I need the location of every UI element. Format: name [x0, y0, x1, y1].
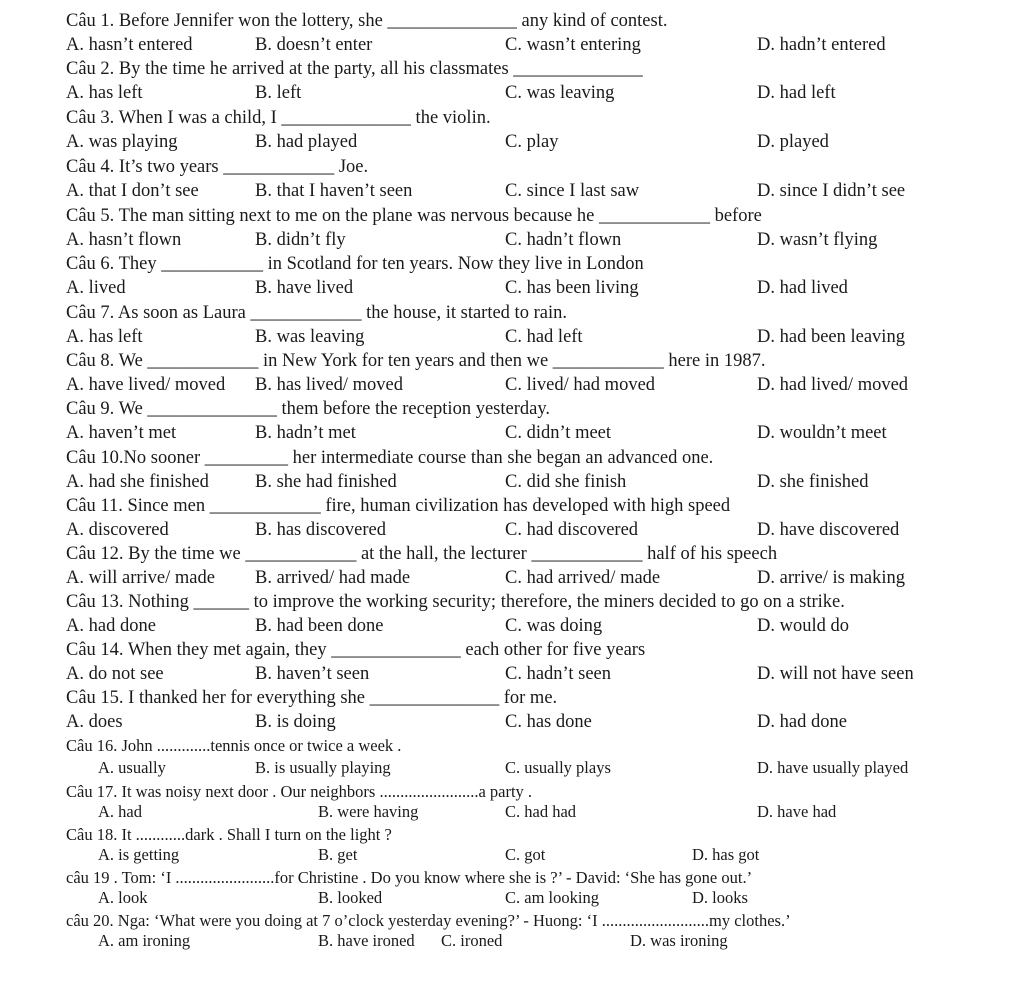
answer-option-d: D. will not have seen — [757, 664, 914, 684]
answer-option-b: B. she had finished — [255, 472, 397, 492]
answer-option-b: B. had played — [255, 132, 358, 152]
question-text: Câu 1. Before Jennifer won the lottery, she ______________ any kind of contest. — [66, 11, 668, 31]
answer-option-a: A. lived — [66, 278, 126, 298]
answer-option-c: C. had left — [505, 327, 583, 347]
answer-option-a: A. is getting — [98, 845, 180, 864]
options-19 — [0, 886, 1024, 910]
question-5 — [0, 204, 1024, 228]
answer-option-c: C. was leaving — [505, 83, 615, 103]
answer-option-a: A. does — [66, 712, 123, 732]
answer-option-b: B. had been done — [255, 616, 384, 636]
answer-option-d: D. had lived/ moved — [757, 375, 909, 395]
question-text: Câu 12. By the time we ____________ at the hall, the lecturer ____________ half of his speech — [66, 544, 778, 564]
answer-option-c: C. had discovered — [505, 520, 639, 540]
answer-option-a: A. hasn’t entered — [66, 35, 193, 55]
answer-option-c: C. had had — [505, 802, 577, 821]
question-4 — [0, 155, 1024, 179]
answer-option-d: D. have had — [757, 802, 837, 821]
answer-option-a: A. had — [98, 802, 142, 821]
answer-option-b: B. have ironed — [318, 931, 415, 950]
answer-option-c: C. has done — [505, 712, 592, 732]
answer-option-a: A. had done — [66, 616, 156, 636]
answer-option-a: A. am ironing — [98, 931, 191, 950]
options-5 — [0, 228, 1024, 252]
question-16 — [0, 734, 1024, 758]
question-8 — [0, 349, 1024, 373]
options-16 — [0, 756, 1024, 780]
answer-option-a: A. discovered — [66, 520, 169, 540]
options-12 — [0, 566, 1024, 590]
answer-option-a: A. was playing — [66, 132, 178, 152]
answer-option-a: A. look — [98, 888, 148, 907]
question-text: Câu 16. John .............tennis once or twice a week . — [66, 736, 402, 755]
answer-option-b: B. get — [318, 845, 358, 864]
options-14 — [0, 662, 1024, 686]
question-text: Câu 17. It was noisy next door . Our neighbors ........................a party . — [66, 782, 533, 801]
answer-option-d: D. had been leaving — [757, 327, 905, 347]
answer-option-c: C. was doing — [505, 616, 603, 636]
answer-option-b: B. doesn’t enter — [255, 35, 373, 55]
answer-option-d: D. wasn’t flying — [757, 230, 878, 250]
answer-option-c: C. hadn’t flown — [505, 230, 622, 250]
question-text: Câu 9. We ______________ them before the reception yesterday. — [66, 399, 550, 419]
question-13 — [0, 590, 1024, 614]
answer-option-a: A. has left — [66, 83, 143, 103]
question-1 — [0, 9, 1024, 33]
answer-option-d: D. would do — [757, 616, 849, 636]
answer-option-c: C. has been living — [505, 278, 639, 298]
question-text: Câu 7. As soon as Laura ____________ the house, it started to rain. — [66, 303, 567, 323]
answer-option-c: C. did she finish — [505, 472, 627, 492]
answer-option-b: B. is doing — [255, 712, 336, 732]
answer-option-c: C. ironed — [441, 931, 503, 950]
answer-option-b: B. is usually playing — [255, 758, 391, 777]
options-9 — [0, 421, 1024, 445]
options-18 — [0, 843, 1024, 867]
question-10 — [0, 446, 1024, 470]
answer-option-a: A. has left — [66, 327, 143, 347]
answer-option-b: B. has lived/ moved — [255, 375, 403, 395]
options-2 — [0, 81, 1024, 105]
answer-option-d: D. played — [757, 132, 829, 152]
question-11 — [0, 494, 1024, 518]
options-1 — [0, 33, 1024, 57]
question-text: Câu 13. Nothing ______ to improve the working security; therefore, the miners decided to go on a strike. — [66, 592, 845, 612]
answer-option-d: D. have usually played — [757, 758, 909, 777]
question-text: Câu 2. By the time he arrived at the party, all his classmates ______________ — [66, 59, 643, 79]
answer-option-a: A. that I don’t see — [66, 181, 199, 201]
answer-option-b: B. were having — [318, 802, 419, 821]
answer-option-d: D. since I didn’t see — [757, 181, 906, 201]
answer-option-b: B. left — [255, 83, 302, 103]
answer-option-c: C. since I last saw — [505, 181, 640, 201]
answer-option-b: B. didn’t fly — [255, 230, 346, 250]
options-6 — [0, 276, 1024, 300]
question-text: Câu 3. When I was a child, I ______________ the violin. — [66, 108, 491, 128]
answer-option-c: C. am looking — [505, 888, 599, 907]
answer-option-b: B. haven’t seen — [255, 664, 370, 684]
answer-option-c: C. usually plays — [505, 758, 611, 777]
answer-option-b: B. was leaving — [255, 327, 365, 347]
options-10 — [0, 470, 1024, 494]
options-20 — [0, 929, 1024, 953]
answer-option-a: A. will arrive/ made — [66, 568, 215, 588]
options-8 — [0, 373, 1024, 397]
answer-option-d: D. had left — [757, 83, 836, 103]
answer-option-a: A. do not see — [66, 664, 164, 684]
question-7 — [0, 301, 1024, 325]
question-text: Câu 6. They ___________ in Scotland for ten years. Now they live in London — [66, 254, 644, 274]
answer-option-d: D. had lived — [757, 278, 848, 298]
question-text: Câu 5. The man sitting next to me on the plane was nervous because he ____________ before — [66, 206, 762, 226]
question-9 — [0, 397, 1024, 421]
options-17 — [0, 800, 1024, 824]
answer-option-c: C. play — [505, 132, 559, 152]
answer-option-d: D. was ironing — [630, 931, 728, 950]
answer-option-d: D. hadn’t entered — [757, 35, 886, 55]
answer-option-b: B. have lived — [255, 278, 354, 298]
answer-option-c: C. didn’t meet — [505, 423, 612, 443]
answer-option-c: C. hadn’t seen — [505, 664, 612, 684]
answer-option-d: D. she finished — [757, 472, 869, 492]
question-text: câu 19 . Tom: ‘I ........................for Christine . Do you know where she is ?’ - David: ‘She has gone out.’ — [66, 868, 753, 887]
question-6 — [0, 252, 1024, 276]
options-11 — [0, 518, 1024, 542]
question-text: Câu 14. When they met again, they ______________ each other for five years — [66, 640, 646, 660]
answer-option-b: B. arrived/ had made — [255, 568, 411, 588]
question-2 — [0, 57, 1024, 81]
options-15 — [0, 710, 1024, 734]
options-13 — [0, 614, 1024, 638]
question-12 — [0, 542, 1024, 566]
question-text: Câu 8. We ____________ in New York for ten years and then we ____________ here in 1987. — [66, 351, 766, 371]
answer-option-c: C. wasn’t entering — [505, 35, 641, 55]
answer-option-a: A. haven’t met — [66, 423, 177, 443]
answer-option-d: D. looks — [692, 888, 748, 907]
question-3 — [0, 106, 1024, 130]
question-text: câu 20. Nga: ‘What were you doing at 7 o’clock yesterday evening?’ - Huong: ‘I ..........................my clothes.’ — [66, 911, 791, 930]
answer-option-b: B. that I haven’t seen — [255, 181, 413, 201]
question-text: Câu 10.No sooner _________ her intermediate course than she began an advanced one. — [66, 448, 714, 468]
answer-option-d: D. have discovered — [757, 520, 900, 540]
question-text: Câu 11. Since men ____________ fire, human civilization has developed with high speed — [66, 496, 731, 516]
question-text: Câu 4. It’s two years ____________ Joe. — [66, 157, 369, 177]
options-7 — [0, 325, 1024, 349]
answer-option-d: D. has got — [692, 845, 760, 864]
options-3 — [0, 130, 1024, 154]
answer-option-b: B. looked — [318, 888, 383, 907]
answer-option-c: C. had arrived/ made — [505, 568, 661, 588]
answer-option-a: A. had she finished — [66, 472, 209, 492]
question-15 — [0, 686, 1024, 710]
answer-option-b: B. has discovered — [255, 520, 387, 540]
options-4 — [0, 179, 1024, 203]
answer-option-d: D. arrive/ is making — [757, 568, 905, 588]
answer-option-b: B. hadn’t met — [255, 423, 356, 443]
answer-option-c: C. lived/ had moved — [505, 375, 656, 395]
answer-option-c: C. got — [505, 845, 546, 864]
answer-option-d: D. had done — [757, 712, 847, 732]
question-text: Câu 18. It ............dark . Shall I turn on the light ? — [66, 825, 392, 844]
question-14 — [0, 638, 1024, 662]
answer-option-a: A. have lived/ moved — [66, 375, 226, 395]
answer-option-a: A. hasn’t flown — [66, 230, 182, 250]
question-text: Câu 15. I thanked her for everything she ______________ for me. — [66, 688, 558, 708]
answer-option-d: D. wouldn’t meet — [757, 423, 887, 443]
answer-option-a: A. usually — [98, 758, 166, 777]
